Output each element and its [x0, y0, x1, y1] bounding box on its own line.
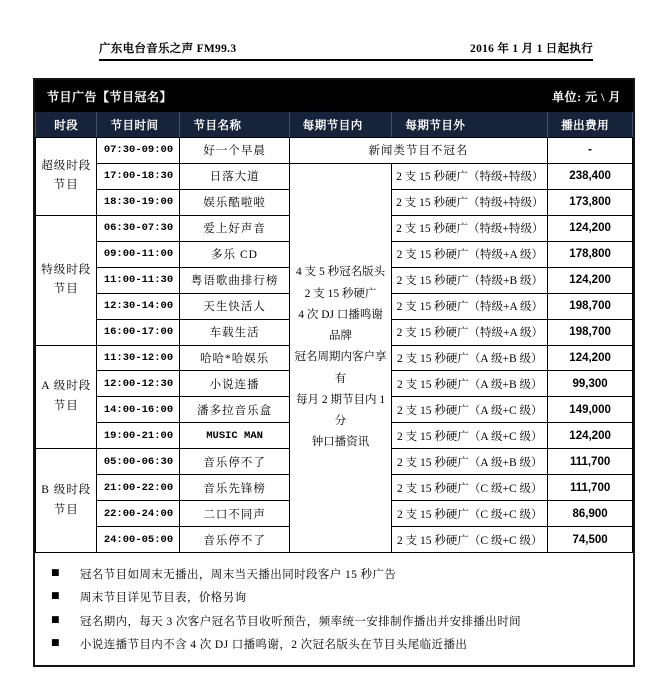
- fee-cell: 173,800: [548, 189, 633, 215]
- outer-ads-cell: 2 支 15 秒硬广（A 级+B 级）: [392, 345, 548, 371]
- table-row: [36, 163, 633, 189]
- program-time-cell: 12:00-12:30: [97, 371, 180, 397]
- inner-cell-line: 冠名周期内客户享有: [294, 351, 387, 385]
- note-text: 小说连播节目内不含 4 次 DJ 口播鸣谢，2 次冠名版头在节目头尾临近播出: [79, 638, 468, 651]
- col-header-timeslot: 时段: [36, 112, 97, 138]
- fee-cell: 111,700: [548, 449, 633, 475]
- fee-cell: -: [548, 138, 633, 164]
- note-item: [47, 613, 619, 629]
- program-name-cell: 天生快活人: [180, 293, 289, 319]
- table-header-row: [36, 112, 633, 138]
- outer-ads-cell: 2 支 15 秒硬广（C 级+C 级）: [392, 501, 548, 527]
- note-item: [47, 589, 619, 605]
- program-name-cell: 娱乐酷啦啦: [180, 189, 289, 215]
- fee-cell: 124,200: [548, 345, 633, 371]
- square-bullet-icon: ■: [51, 637, 60, 648]
- program-name-cell: 音乐停不了: [180, 449, 289, 475]
- program-time-cell: 21:00-22:00: [97, 475, 180, 501]
- program-name-cell: 爱上好声音: [180, 215, 289, 241]
- timeslot-section-cell: B 级时段节目: [36, 449, 97, 553]
- outer-ads-cell: 2 支 15 秒硬广（特级+A 级）: [392, 241, 548, 267]
- inner-cell-line: 钟口播资讯: [311, 436, 370, 449]
- outer-ads-cell: 2 支 15 秒硬广（A 级+C 级）: [392, 423, 548, 449]
- program-time-cell: 11:30-12:00: [97, 345, 180, 371]
- fee-cell: 198,700: [548, 293, 633, 319]
- fee-cell: 124,200: [548, 267, 633, 293]
- inner-cell-line: 每月 2 期节目内 1 分: [295, 393, 386, 428]
- note-item: [47, 636, 619, 652]
- program-name-cell: 多乐 CD: [180, 241, 289, 267]
- rate-card-title: 节目广告【节目冠名】: [47, 89, 173, 104]
- document-header: [99, 40, 593, 61]
- inner-cell-line: 4 支 5 秒冠名版头: [295, 266, 386, 279]
- outer-ads-cell: 2 支 15 秒硬广（A 级+C 级）: [392, 397, 548, 423]
- timeslot-section-cell: 特级时段节目: [36, 215, 97, 345]
- timeslot-section-cell: 超级时段节目: [36, 138, 97, 216]
- title-bar: [35, 80, 633, 112]
- program-name-cell: 音乐先锋榜: [180, 475, 289, 501]
- outer-ads-cell: 2 支 15 秒硬广（特级+特级）: [392, 163, 548, 189]
- inner-cell-line: 2 支 15 秒硬广: [304, 287, 377, 300]
- program-name-cell: 日落大道: [180, 163, 289, 189]
- col-header-fee: 播出费用: [548, 112, 633, 138]
- square-bullet-icon: ■: [51, 614, 60, 625]
- outer-ads-cell: 2 支 15 秒硬广（特级+A 级）: [392, 293, 548, 319]
- program-time-cell: 09:00-11:00: [97, 241, 180, 267]
- program-name-cell: 好一个早晨: [180, 138, 289, 164]
- program-time-cell: 17:00-18:30: [97, 163, 180, 189]
- program-name-cell: 小说连播: [180, 371, 289, 397]
- program-time-cell: 05:00-06:30: [97, 449, 180, 475]
- program-time-cell: 06:30-07:30: [97, 215, 180, 241]
- col-header-program-name: 节目名称: [180, 112, 289, 138]
- unit-label: 单位: 元 \ 月: [552, 89, 621, 104]
- program-name-cell: 潘多拉音乐盒: [180, 397, 289, 423]
- program-time-cell: 22:00-24:00: [97, 501, 180, 527]
- fee-cell: 111,700: [548, 475, 633, 501]
- program-time-cell: 18:30-19:00: [97, 189, 180, 215]
- fee-cell: 99,300: [548, 371, 633, 397]
- outer-ads-cell: 2 支 15 秒硬广（A 级+B 级）: [392, 371, 548, 397]
- col-header-outer: 每期节目外: [392, 112, 548, 138]
- outer-ads-cell: 2 支 15 秒硬广（特级+特级）: [392, 189, 548, 215]
- rate-table: [35, 112, 633, 553]
- note-text: 周末节目详见节目表，价格另询: [79, 592, 247, 605]
- notes-section: [35, 553, 633, 665]
- fee-cell: 74,500: [548, 527, 633, 553]
- fee-cell: 198,700: [548, 319, 633, 345]
- outer-ads-cell: 2 支 15 秒硬广（特级+特级）: [392, 215, 548, 241]
- program-name-cell: MUSIC MAN: [180, 423, 289, 449]
- outer-ads-cell: 2 支 15 秒硬广（A 级+B 级）: [392, 449, 548, 475]
- station-title: 广东电台音乐之声 FM99.3: [99, 43, 237, 55]
- program-time-cell: 24:00-05:00: [97, 527, 180, 553]
- program-time-cell: 19:00-21:00: [97, 423, 180, 449]
- table-row: [36, 138, 633, 164]
- outer-ads-cell: 2 支 15 秒硬广（特级+B 级）: [392, 267, 548, 293]
- program-name-cell: 音乐停不了: [180, 527, 289, 553]
- news-note-cell: 新闻类节目不冠名: [289, 138, 547, 164]
- fee-cell: 238,400: [548, 163, 633, 189]
- square-bullet-icon: ■: [51, 568, 60, 579]
- fee-cell: 86,900: [548, 501, 633, 527]
- program-name-cell: 哈哈*哈娱乐: [180, 345, 289, 371]
- inner-cell-line: 4 次 DJ 口播鸣谢品牌: [298, 308, 383, 343]
- col-header-program-time: 节目时间: [97, 112, 180, 138]
- timeslot-section-cell: A 级时段节目: [36, 345, 97, 449]
- program-name-cell: 二口不同声: [180, 501, 289, 527]
- program-name-cell: 车载生活: [180, 319, 289, 345]
- per-episode-inner-cell: [289, 163, 392, 552]
- outer-ads-cell: 2 支 15 秒硬广（特级+A 级）: [392, 319, 548, 345]
- effective-date: 2016 年 1 月 1 日起执行: [470, 43, 593, 55]
- program-time-cell: 16:00-17:00: [97, 319, 180, 345]
- program-name-cell: 粤语歌曲排行榜: [180, 267, 289, 293]
- fee-cell: 178,800: [548, 241, 633, 267]
- program-time-cell: 07:30-09:00: [97, 138, 180, 164]
- col-header-inner: 每期节目内: [289, 112, 392, 138]
- note-text: 冠名节目如周末无播出，周末当天播出同时段客户 15 秒广告: [79, 569, 397, 582]
- program-time-cell: 14:00-16:00: [97, 397, 180, 423]
- note-text: 冠名期内，每天 3 次客户冠名节目收听预告，频率统一安排制作播出并安排播出时间: [79, 615, 522, 628]
- note-item: [47, 566, 619, 582]
- fee-cell: 124,200: [548, 423, 633, 449]
- fee-cell: 124,200: [548, 215, 633, 241]
- outer-ads-cell: 2 支 15 秒硬广（C 级+C 级）: [392, 527, 548, 553]
- program-time-cell: 12:30-14:00: [97, 293, 180, 319]
- program-time-cell: 11:00-11:30: [97, 267, 180, 293]
- rate-card-box: [33, 78, 635, 667]
- fee-cell: 149,000: [548, 397, 633, 423]
- square-bullet-icon: ■: [51, 591, 60, 602]
- outer-ads-cell: 2 支 15 秒硬广（C 级+C 级）: [392, 475, 548, 501]
